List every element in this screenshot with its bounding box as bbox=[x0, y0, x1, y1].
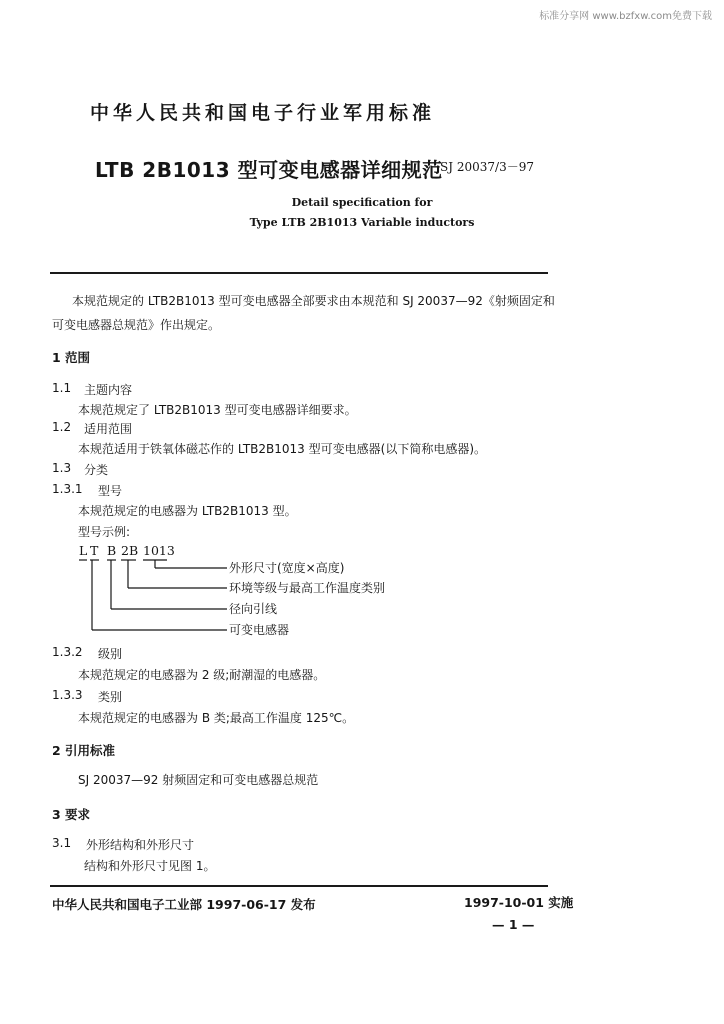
code-char-1013: 1013 bbox=[143, 543, 175, 558]
label-radial-leads: 径向引线 bbox=[229, 602, 278, 616]
section-3-1-number: 3.1 bbox=[52, 836, 72, 850]
label-outline-size: 外形尺寸(宽度×高度) bbox=[229, 561, 345, 575]
english-title-line-1: Detail specification for bbox=[291, 196, 433, 209]
section-1-3-number: 1.3 bbox=[52, 461, 72, 475]
section-3-heading: 3 要求 bbox=[52, 807, 91, 822]
code-char-l: L bbox=[79, 543, 88, 558]
intro-line-2: 可变电感器总规范》作出规定。 bbox=[52, 318, 221, 332]
section-1-3-2-body: 本规范规定的电感器为 2 级;耐潮湿的电感器。 bbox=[78, 668, 326, 682]
section-1-2-number: 1.2 bbox=[52, 420, 72, 434]
label-environment-class: 环境等级与最高工作温度类别 bbox=[229, 581, 386, 595]
watermark: 标准分享网 www.bzfxw.com免费下载 bbox=[539, 11, 712, 22]
standard-title: 中华人民共和国电子行业军用标准 bbox=[90, 102, 436, 124]
intro-line-1: 本规范规定的 LTB2B1013 型可变电感器全部要求由本规范和 SJ 20037—92《射频固定和 bbox=[72, 294, 555, 308]
label-variable-inductor: 可变电感器 bbox=[229, 623, 290, 637]
model-code-diagram bbox=[70, 543, 430, 645]
english-title-line-2: Type LTB 2B1013 Variable inductors bbox=[249, 216, 475, 229]
document-title: LTB 2B1013 型可变电感器详细规范 bbox=[95, 158, 443, 182]
section-1-1-number: 1.1 bbox=[52, 381, 72, 395]
section-1-3-2-title: 级别 bbox=[98, 647, 123, 661]
section-1-heading: 1 范围 bbox=[52, 350, 91, 365]
section-3-1-body: 结构和外形尺寸见图 1。 bbox=[84, 859, 216, 873]
document-code: SJ 20037/3－97 bbox=[440, 160, 534, 174]
section-1-1-title: 主题内容 bbox=[84, 383, 133, 397]
model-example-label: 型号示例: bbox=[78, 525, 131, 539]
issuer-line: 中华人民共和国电子工业部 1997-06-17 发布 bbox=[52, 897, 316, 912]
section-1-3-1-number: 1.3.1 bbox=[52, 482, 83, 496]
page-number: — 1 — bbox=[492, 917, 535, 932]
section-1-2-title: 适用范围 bbox=[84, 422, 133, 436]
header-rule bbox=[50, 272, 548, 274]
section-1-3-1-body: 本规范规定的电感器为 LTB2B1013 型。 bbox=[78, 504, 297, 518]
section-3-1-title: 外形结构和外形尺寸 bbox=[86, 838, 195, 852]
section-1-3-3-body: 本规范规定的电感器为 B 类;最高工作温度 125℃。 bbox=[78, 711, 355, 725]
code-char-t: T bbox=[90, 543, 99, 558]
section-1-2-body: 本规范适用于铁氧体磁芯作的 LTB2B1013 型可变电感器(以下简称电感器)。 bbox=[78, 442, 486, 456]
section-1-1-body: 本规范规定了 LTB2B1013 型可变电感器详细要求。 bbox=[78, 403, 357, 417]
section-1-3-title: 分类 bbox=[84, 463, 109, 477]
code-char-b: B bbox=[107, 543, 117, 558]
section-1-3-2-number: 1.3.2 bbox=[52, 645, 83, 659]
section-1-3-3-number: 1.3.3 bbox=[52, 688, 83, 702]
section-2-reference: SJ 20037—92 射频固定和可变电感器总规范 bbox=[78, 773, 319, 787]
footer-rule bbox=[50, 885, 548, 887]
section-1-3-1-title: 型号 bbox=[98, 484, 123, 498]
effective-date: 1997-10-01 实施 bbox=[464, 895, 574, 910]
code-char-2b: 2B bbox=[121, 543, 139, 558]
section-2-heading: 2 引用标准 bbox=[52, 743, 116, 758]
section-1-3-3-title: 类别 bbox=[98, 690, 123, 704]
